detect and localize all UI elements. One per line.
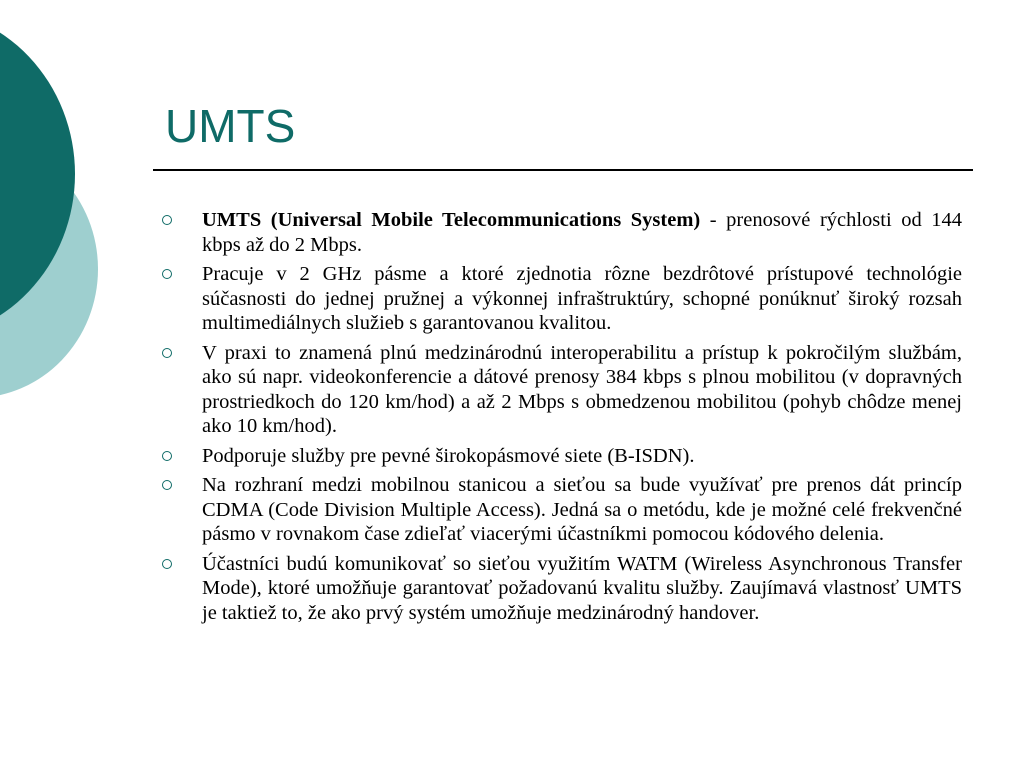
bullet-bold-text: UMTS (Universal Mobile Telecommunications System) [202, 209, 701, 231]
bullet-circle-icon [162, 269, 172, 279]
bullet-circle-icon [162, 480, 172, 490]
bullet-list [160, 208, 962, 630]
title-divider [153, 169, 973, 171]
bullet-item [160, 473, 962, 547]
bullet-text: V praxi to znamená plnú medzinárodnú interoperabilitu a prístup k pokročilým službám, ako sú napr. videokonferencie a dátové prenosy 384 kbps s plnou mobilitou (v dopravných prostriedkoch do 120 km/hod) a až 2 Mbps s obmedzenou mobilitou (pohyb chôdze menej ako 10 km/hod). [202, 341, 962, 437]
bullet-item [160, 341, 962, 439]
bullet-text: Podporuje služby pre pevné širokopásmové siete (B-ISDN). [202, 444, 695, 467]
bullet-circle-icon [162, 451, 172, 461]
bullet-item [160, 444, 962, 469]
bullet-item [160, 262, 962, 336]
bullet-item [160, 208, 962, 257]
bullet-circle-icon [162, 348, 172, 358]
bullet-text: Účastníci budú komunikovať so sieťou využitím WATM (Wireless Asynchronous Transfer Mode), ktoré umožňuje garantovať požadovanú kvalitu služby. Zaujímavá vlastnosť UMTS je taktiež to, že ako prvý systém umožňuje medzinárodný handover. [202, 552, 962, 624]
bullet-text: Na rozhraní medzi mobilnou stanicou a sieťou sa bude využívať pre prenos dát princíp CDMA (Code Division Multiple Access). Jedná sa o metódu, kde je možné celé frekvenčné pásmo v rovnakom čase zdieľať viacerými účastníkmi pomocou kódového delenia. [202, 474, 962, 545]
bullet-circle-icon [162, 215, 172, 225]
bullet-circle-icon [162, 559, 172, 569]
bullet-text: Pracuje v 2 GHz pásme a ktoré zjednotia rôzne bezdrôtové prístupové technológie súčasnosti do jednej pružnej a výkonnej infraštruktúry, schopné ponúknuť široký rozsah multimediálnych služieb s garantovanou kvalitou. [202, 263, 962, 334]
bullet-text: - prenosové rýchlosti od 144 kbps až do 2 Mbps. [202, 209, 963, 256]
bullet-item [160, 552, 962, 626]
slide-title: UMTS [165, 100, 296, 152]
